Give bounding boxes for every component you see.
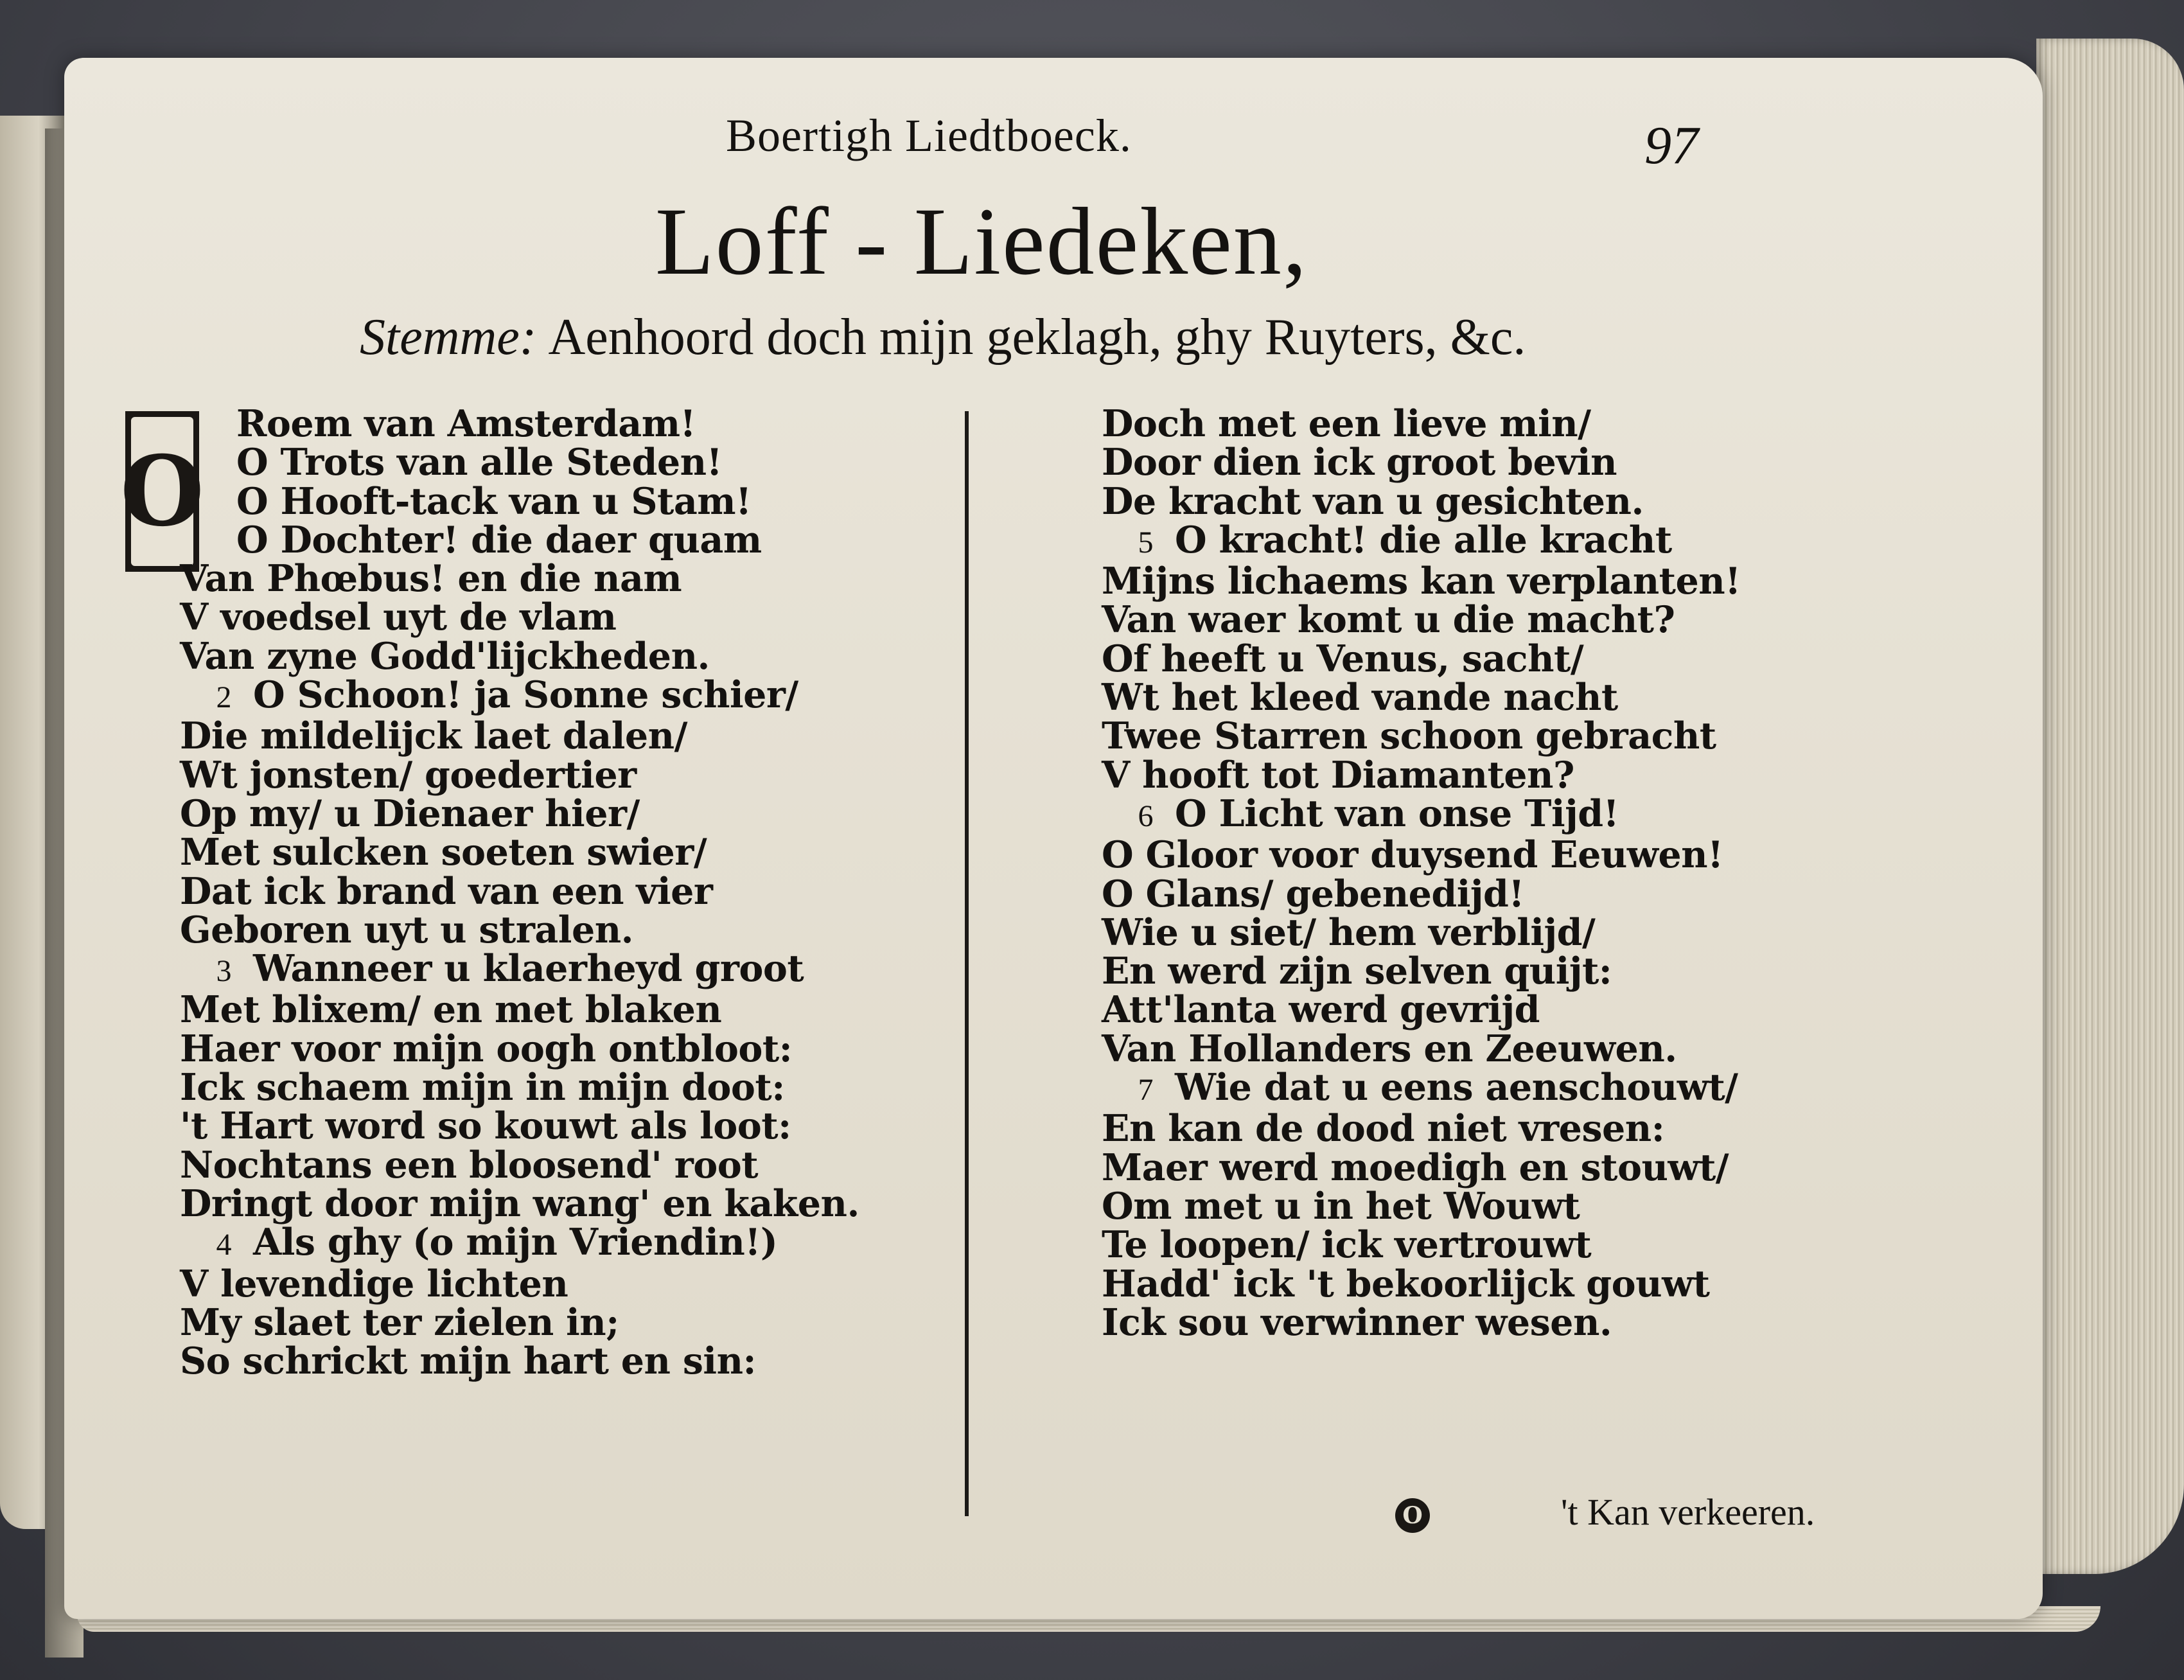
stanza-number: 2 bbox=[216, 680, 231, 715]
verse-line bbox=[180, 1342, 859, 1381]
verse-line bbox=[180, 833, 859, 872]
stanza-number: 4 bbox=[216, 1228, 231, 1262]
verse-line bbox=[180, 1223, 859, 1264]
verse-text: Van waer komt u die macht? bbox=[1102, 598, 1675, 642]
verse-line bbox=[1102, 443, 1741, 482]
verse-text: O kracht! die alle kracht bbox=[1175, 518, 1672, 561]
verse-text: Van Phœbus! en die nam bbox=[180, 557, 682, 601]
verse-line bbox=[1102, 872, 1741, 915]
verse-line bbox=[180, 1262, 859, 1305]
verse-text: Die mildelijck laet dalen/ bbox=[180, 714, 687, 758]
verse-text: So schrickt mijn hart en sin: bbox=[180, 1340, 757, 1383]
verse-text: Om met u in het Wouwt bbox=[1102, 1184, 1580, 1228]
verse-line bbox=[180, 1181, 859, 1225]
signature-ornament bbox=[1395, 1498, 1430, 1533]
verse-text: Door dien ick groot bevin bbox=[1102, 441, 1617, 484]
verse-line bbox=[180, 947, 859, 991]
verse-text: Wie dat u eens aenschouwt/ bbox=[1175, 1066, 1738, 1110]
verse-line bbox=[180, 518, 859, 561]
tune-text: Aenhoord doch mijn geklagh, ghy Ruyters, &c. bbox=[548, 309, 1526, 366]
verse-text: Op my/ u Dienaer hier/ bbox=[180, 791, 640, 835]
ornament-letter: O bbox=[1402, 1502, 1423, 1529]
verse-text: Doch met een lieve min/ bbox=[1102, 402, 1591, 445]
verse-text: V levendige lichten bbox=[180, 1262, 568, 1305]
verse-line bbox=[180, 1066, 859, 1110]
verse-line bbox=[1102, 1262, 1741, 1305]
verse-text: Ick sou verwinner wesen. bbox=[1102, 1300, 1612, 1344]
verse-line bbox=[1102, 910, 1741, 954]
verse-text: Van Hollanders en Zeeuwen. bbox=[1102, 1027, 1677, 1070]
verse-text: Wie u siet/ hem verblijd/ bbox=[1102, 910, 1596, 954]
verse-line bbox=[180, 557, 859, 601]
verse-line bbox=[1102, 1300, 1741, 1344]
verse-text: V voedsel uyt de vlam bbox=[180, 596, 617, 639]
verse-line bbox=[180, 988, 859, 1032]
column-divider bbox=[965, 411, 969, 1516]
verse-text: Geboren uyt u stralen. bbox=[180, 908, 634, 951]
page-block-edge bbox=[2036, 39, 2184, 1574]
verse-line bbox=[180, 1104, 859, 1148]
verse-line bbox=[180, 714, 859, 758]
verse-line bbox=[1102, 791, 1741, 836]
verse-line bbox=[1102, 1068, 1741, 1110]
verse-text: Roem van Amsterdam! bbox=[236, 402, 696, 445]
verse-text: V hooft tot Diamanten? bbox=[1102, 753, 1574, 797]
verse-line bbox=[1102, 1027, 1741, 1070]
verse-line bbox=[180, 753, 859, 797]
verse-text: Wt jonsten/ goedertier bbox=[180, 753, 637, 797]
verse-text: O Schoon! ja Sonne schier/ bbox=[253, 673, 798, 717]
verse-line bbox=[180, 908, 859, 951]
verse-line bbox=[180, 791, 859, 835]
verse-text: O Hooft-tack van u Stam! bbox=[236, 479, 752, 523]
verse-line bbox=[180, 1027, 859, 1070]
running-title: Boertigh Liedtboeck. bbox=[726, 110, 1132, 161]
verse-line bbox=[1102, 988, 1741, 1032]
stanza-number: 5 bbox=[1138, 525, 1153, 560]
stanza-number: 3 bbox=[216, 954, 231, 989]
tune-label: Stemme: bbox=[360, 309, 537, 366]
verse-line bbox=[180, 673, 859, 717]
verse-text: O Trots van alle Steden! bbox=[236, 441, 723, 484]
verse-text: Twee Starren schoon gebracht bbox=[1102, 714, 1716, 758]
verse-text: Hadd' ick 't bekoorlijck gouwt bbox=[1102, 1262, 1710, 1305]
verse-text: O Gloor voor duysend Eeuwen! bbox=[1102, 833, 1723, 877]
verse-text: Dringt door mijn wang' en kaken. bbox=[180, 1181, 859, 1225]
right-text-column bbox=[1102, 402, 1741, 1344]
tune-line bbox=[360, 308, 1526, 367]
verse-line bbox=[180, 1300, 859, 1344]
verse-text: Van zyne Godd'lijckheden. bbox=[180, 634, 710, 678]
verse-text: My slaet ter zielen in; bbox=[180, 1300, 619, 1344]
verse-line bbox=[1102, 1145, 1741, 1189]
verse-text: En werd zijn selven quijt: bbox=[1102, 950, 1612, 993]
verse-text: En kan de dood niet vresen: bbox=[1102, 1107, 1665, 1151]
verse-line bbox=[1102, 676, 1741, 720]
verse-line bbox=[1102, 833, 1741, 877]
catchword: 't Kan verkeeren. bbox=[1561, 1491, 1815, 1533]
verse-text: O Glans/ gebenedijd! bbox=[1102, 872, 1524, 915]
verse-line bbox=[180, 1143, 859, 1187]
verse-line bbox=[1102, 753, 1741, 797]
verse-line bbox=[180, 598, 859, 637]
verse-text: Wt het kleed vande nacht bbox=[1102, 676, 1618, 720]
verse-line bbox=[1102, 479, 1741, 523]
page-number: 97 bbox=[1644, 116, 1698, 175]
verse-line bbox=[180, 402, 859, 445]
verse-line bbox=[1102, 518, 1741, 562]
verse-line bbox=[1102, 402, 1741, 445]
verse-text: Wanneer u klaerheyd groot bbox=[253, 947, 804, 991]
verse-line bbox=[180, 869, 859, 913]
verse-text: Maer werd moedigh en stouwt/ bbox=[1102, 1145, 1729, 1189]
verse-text: O Dochter! die daer quam bbox=[236, 518, 762, 561]
verse-text: Ick schaem mijn in mijn doot: bbox=[180, 1066, 785, 1110]
stanza-number: 6 bbox=[1138, 799, 1153, 833]
verse-text: Mijns lichaems kan verplanten! bbox=[1102, 560, 1741, 603]
verse-line bbox=[1102, 1223, 1741, 1267]
verse-text: Met sulcken soeten swier/ bbox=[180, 831, 707, 874]
verse-text: Met blixem/ en met blaken bbox=[180, 988, 722, 1032]
verse-text: Of heeft u Venus, sacht/ bbox=[1102, 637, 1584, 680]
stanza-number: 7 bbox=[1138, 1073, 1153, 1108]
verse-line bbox=[180, 634, 859, 678]
verse-text: Att'lanta werd gevrijd bbox=[1102, 988, 1540, 1032]
verse-text: Nochtans een bloosend' root bbox=[180, 1143, 759, 1187]
song-title: Loff - Liedeken, bbox=[655, 188, 1308, 295]
verse-line bbox=[1102, 714, 1741, 758]
verse-text: Te loopen/ ick vertrouwt bbox=[1102, 1223, 1592, 1267]
verse-text: Als ghy (o mijn Vriendin!) bbox=[253, 1221, 778, 1264]
verse-text: 't Hart word so kouwt als loot: bbox=[180, 1104, 791, 1148]
verse-text: O Licht van onse Tijd! bbox=[1175, 791, 1619, 835]
verse-line bbox=[1102, 562, 1741, 601]
verse-line bbox=[1102, 952, 1741, 991]
verse-line bbox=[1102, 637, 1741, 680]
verse-line bbox=[180, 479, 859, 523]
verse-text: Dat ick brand van een vier bbox=[180, 869, 713, 913]
verse-line bbox=[1102, 598, 1741, 642]
verse-text: De kracht van u gesichten. bbox=[1102, 479, 1644, 523]
left-text-column bbox=[180, 402, 859, 1383]
verse-line bbox=[180, 443, 859, 482]
initial-letter: O bbox=[120, 435, 204, 548]
verse-text: Haer voor mijn oogh ontbloot: bbox=[180, 1027, 793, 1070]
verse-line bbox=[1102, 1184, 1741, 1228]
verse-line bbox=[1102, 1107, 1741, 1151]
